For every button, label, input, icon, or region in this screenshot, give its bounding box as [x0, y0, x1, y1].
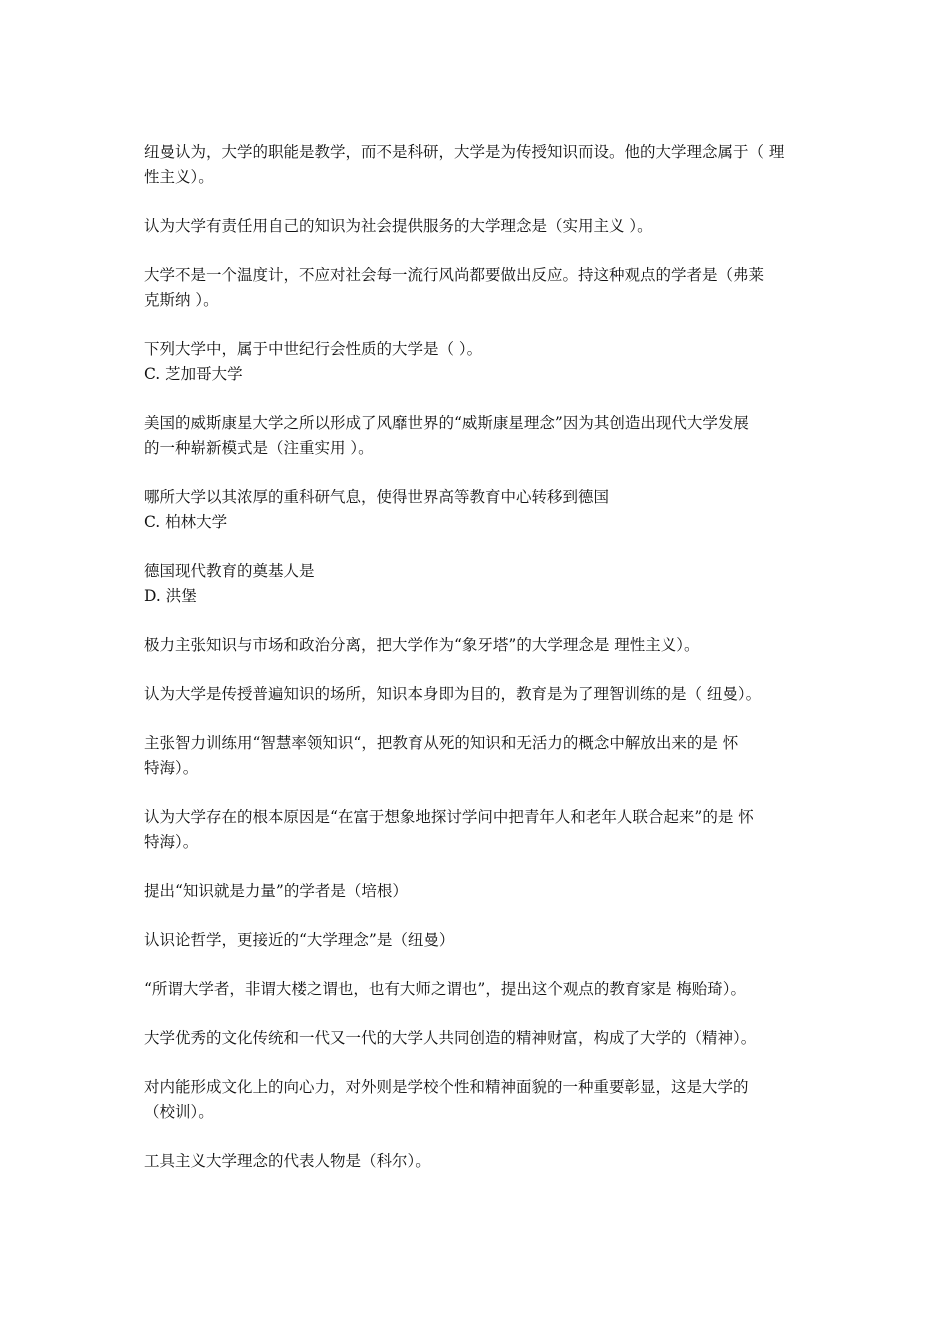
question-text: 大学不是一个温度计，不应对社会每一流行风尚都要做出反应。持这种观点的学者是（弗莱 — [144, 266, 765, 284]
question-item — [144, 263, 812, 313]
question-text-continued: 性主义）。 — [144, 168, 214, 186]
question-text-continued: 克斯纳 ）。 — [144, 291, 219, 309]
question-text: 主张智力训练用“智慧率领知识“，把教育从死的知识和无活力的概念中解放出来的是 怀 — [144, 734, 739, 752]
question-text: 下列大学中，属于中世纪行会性质的大学是（ ）。 — [144, 340, 483, 358]
question-item — [144, 214, 812, 239]
question-item — [144, 1149, 812, 1174]
question-item — [144, 1075, 812, 1125]
question-item — [144, 1026, 812, 1051]
question-item — [144, 682, 812, 707]
question-text: 认识论哲学，更接近的“大学理念”是（纽曼） — [144, 931, 455, 949]
question-item — [144, 977, 812, 1002]
question-item — [144, 559, 812, 609]
question-text: 工具主义大学理念的代表人物是（科尔）。 — [144, 1152, 431, 1170]
question-item — [144, 805, 812, 855]
question-text: 认为大学存在的根本原因是“在富于想象地探讨学问中把青年人和老年人联合起来”的是 怀 — [144, 808, 754, 826]
question-text: 纽曼认为，大学的职能是教学，而不是科研，大学是为传授知识而设。他的大学理念属于（ 理 — [144, 143, 785, 161]
question-text: 美国的威斯康星大学之所以形成了风靡世界的“威斯康星理念”因为其创造出现代大学发展 — [144, 414, 749, 432]
question-list — [144, 140, 812, 1198]
question-text: “所谓大学者，非谓大楼之谓也，也有大师之谓也”，提出这个观点的教育家是 梅贻琦）。 — [144, 980, 747, 998]
question-text: 对内能形成文化上的向心力，对外则是学校个性和精神面貌的一种重要彰显，这是大学的 — [144, 1078, 749, 1096]
question-text: 认为大学有责任用自己的知识为社会提供服务的大学理念是（实用主义 ）。 — [144, 217, 653, 235]
question-text-continued: 特海）。 — [144, 833, 199, 851]
question-item — [144, 411, 812, 461]
question-text-continued: C. 柏林大学 — [144, 513, 228, 531]
question-item — [144, 928, 812, 953]
question-text: 哪所大学以其浓厚的重科研气息，使得世界高等教育中心转移到德国 — [144, 488, 610, 506]
question-item — [144, 633, 812, 658]
question-text-continued: D. 洪堡 — [144, 587, 197, 605]
question-text-continued: 的一种崭新模式是（注重实用 ）。 — [144, 439, 374, 457]
question-text: 大学优秀的文化传统和一代又一代的大学人共同创造的精神财富，构成了大学的（精神）。 — [144, 1029, 757, 1047]
question-text-continued: （校训）。 — [144, 1103, 214, 1121]
question-text: 极力主张知识与市场和政治分离，把大学作为“象牙塔”的大学理念是 理性主义）。 — [144, 636, 700, 654]
question-item — [144, 879, 812, 904]
question-text: 德国现代教育的奠基人是 — [144, 562, 315, 580]
question-item — [144, 337, 812, 387]
question-item — [144, 731, 812, 781]
question-text: 认为大学是传授普遍知识的场所，知识本身即为目的，教育是为了理智训练的是（ 纽曼）。 — [144, 685, 762, 703]
question-text: 提出“知识就是力量”的学者是（培根） — [144, 882, 408, 900]
question-item — [144, 485, 812, 535]
question-text-continued: C. 芝加哥大学 — [144, 365, 243, 383]
question-item — [144, 140, 812, 190]
question-text-continued: 特海）。 — [144, 759, 199, 777]
